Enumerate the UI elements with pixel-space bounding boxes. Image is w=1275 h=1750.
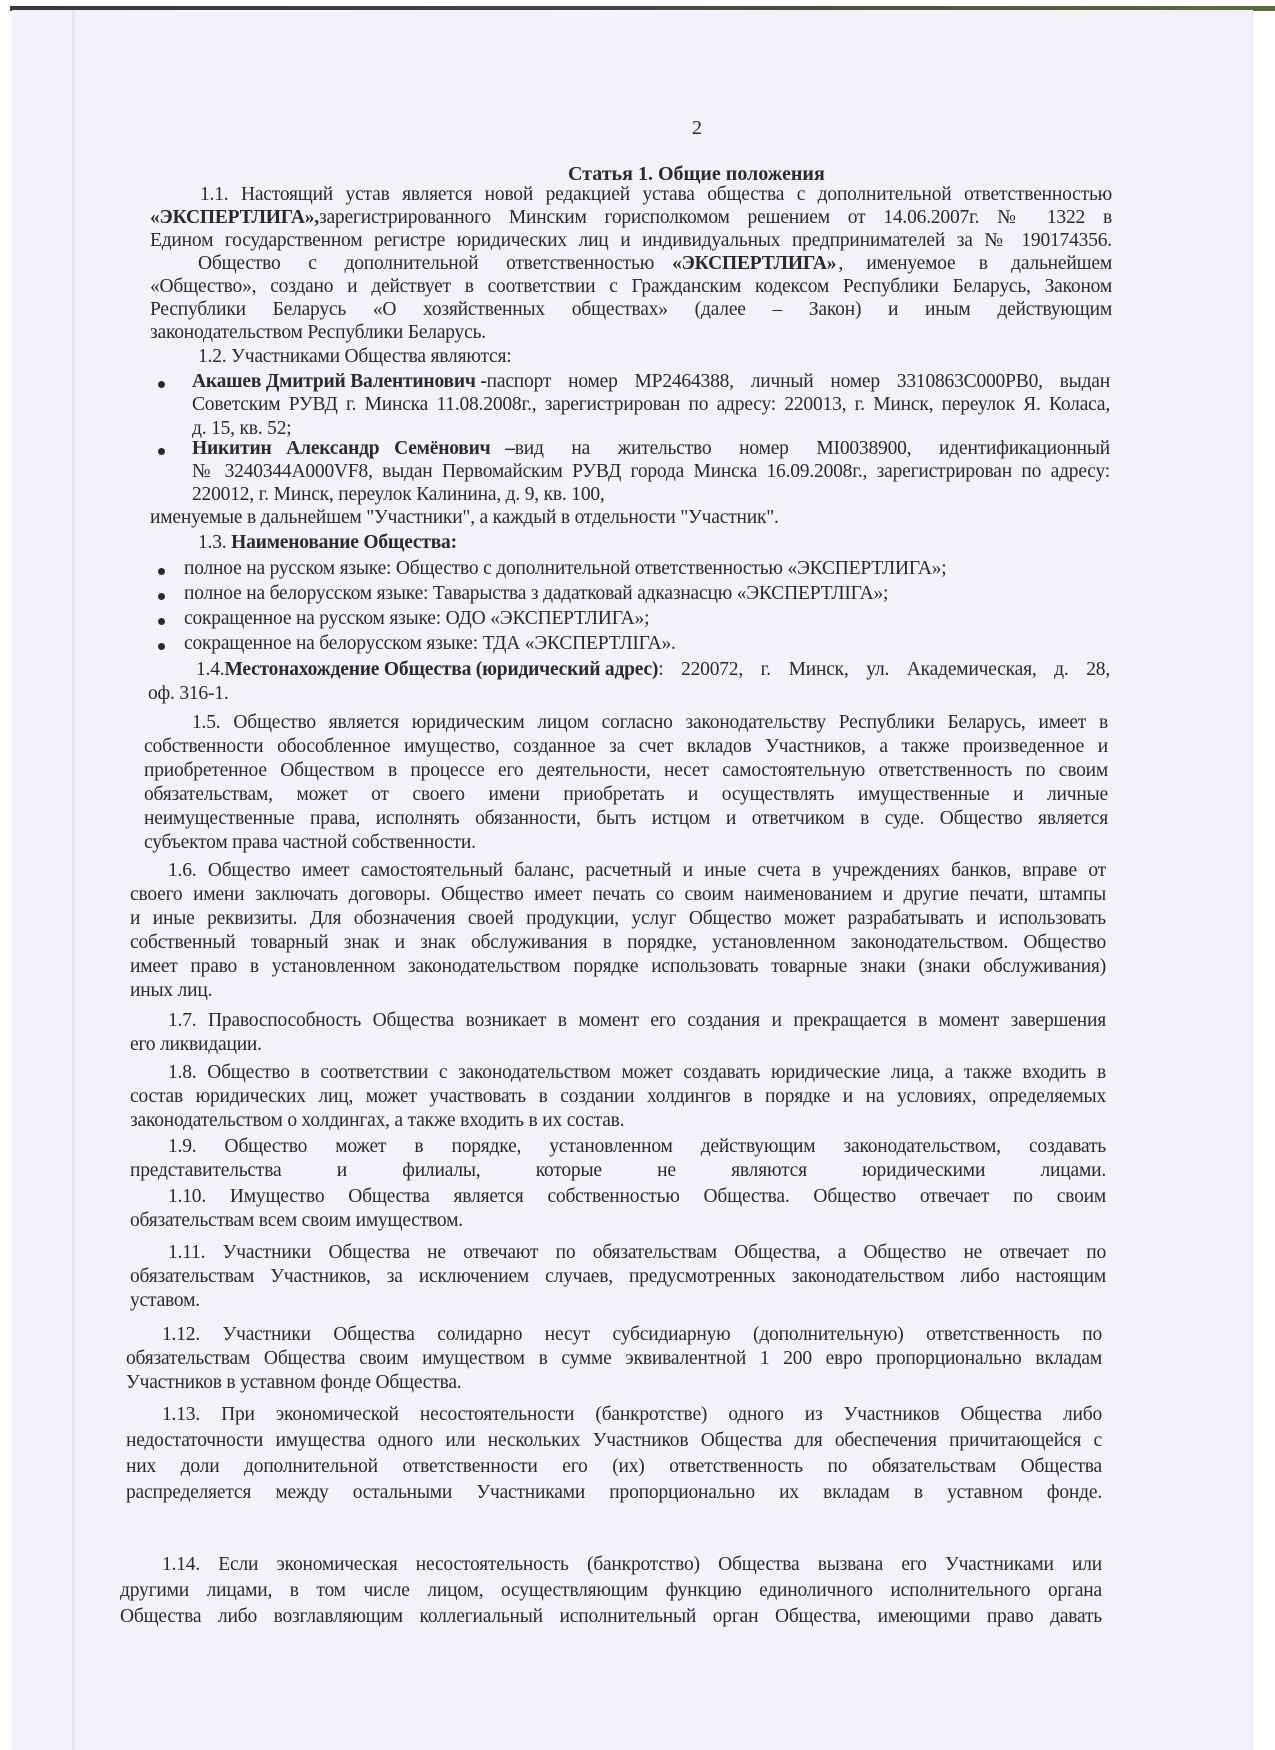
para-1-9-line: представительства и филиалы, которые не являются юридическими лицами. [130,1160,1106,1181]
para-1-4-line: оф. 316-1. [148,683,229,704]
para-1-13-line: распределяется между остальными Участниками пропорционально их вкладам в уставном фонде. [126,1482,1102,1503]
participant-line [192,438,1110,460]
para-1-1-line: Республики Беларусь «О хозяйственных обществах» (далее – Закон) и иным действующим [150,299,1112,320]
para-1-1-line: законодательством Республики Беларусь. [150,322,486,343]
para-1-12-line: 1.12. Участники Общества солидарно несут субсидиарную (дополнительную) ответственность по [162,1324,1102,1345]
participant-details: вид на жительство номер MI0038900, идентификационный [514,438,1110,459]
participant-details: паспорт номер MP2464388, личный номер 3310863C000PB0, выдан [486,371,1110,392]
bullet-icon [158,568,165,575]
bullet-icon [158,448,165,455]
para-1-6-line: и иные реквизиты. Для обозначения своей продукции, услуг Общество может разрабатывать и использовать [130,908,1106,929]
para-1-6-line: имеет право в установленном законодательством порядке использовать товарные знаки (знаки обслуживания) [130,956,1106,977]
bullet-icon [158,593,165,600]
para-1-6-line: собственный товарный знак и знак обслуживания в порядке, установленном законодательством. Общество [130,932,1106,953]
para-number: 1.3. [198,532,232,553]
para-1-6-line: своего имени заключать договоры. Общество имеет печать со своим наименованием и другие печати, штампы [130,884,1106,905]
participant-name: Никитин Александр Семёнович – [192,438,515,459]
para-title: Местонахождение Общества (юридический адрес) [224,659,659,680]
para-1-10-line: обязательствам всем своим имуществом. [130,1210,463,1231]
para-1-5-line: 1.5. Общество является юридическим лицом согласно законодательству Республики Беларусь, имеет в [192,712,1108,733]
para-title: Наименование Общества: [231,532,457,553]
name-list-item: полное на белорусском языке: Таварыства з дадатковай адказнасцю «ЭКСПЕРТЛIГА»; [184,583,889,604]
para-1-6-line: 1.6. Общество имеет самостоятельный баланс, расчетный и иные счета в учреждениях банков, вправе от [168,860,1106,881]
para-1-1-line [198,253,1112,275]
para-text: , именуемое в дальнейшем [838,253,1112,274]
para-1-1-line: «Общество», создано и действует в соответствии с Гражданским кодексом Республики Беларусь, Законом [150,276,1112,297]
para-1-5-line: приобретенное Обществом в процессе его деятельности, несет самостоятельную ответственность по своим [144,760,1108,781]
bullet-icon [158,618,165,625]
para-1-12-line: обязательствам Общества своим имуществом в сумме эквивалентной 1 200 евро пропорционально вкладам [126,1348,1102,1369]
name-list-item: полное на русском языке: Общество с дополнительной ответственностью «ЭКСПЕРТЛИГА»; [184,558,947,579]
para-1-1-line: Едином государственном регистре юридических лиц и индивидуальных предпринимателей за № 190174356. [150,230,1112,251]
name-list-item: сокращенное на русском языке: ОДО «ЭКСПЕРТЛИГА»; [184,608,650,629]
para-1-1-line [150,207,1112,229]
legal-address: : 220072, г. Минск, ул. Академическая, д. 28, [658,659,1110,680]
para-1-11-line: 1.11. Участники Общества не отвечают по обязательствам Общества, а Общество не отвечает по [168,1242,1106,1263]
para-1-7-line: 1.7. Правоспособность Общества возникает в момент его создания и прекращается в момент завершения [168,1010,1106,1031]
para-1-5-line: обязательствам, может от своего имени приобретать и осуществлять имущественные и личные [144,784,1108,805]
participant-line: 220012, г. Минск, переулок Калинина, д. 9, кв. 100, [192,484,605,505]
name-list-item: сокращенное на белорусском языке: ТДА «ЭКСПЕРТЛIГА». [184,633,676,654]
para-1-5-line: субъектом права частной собственности. [144,832,476,853]
para-1-8-line: состав юридических лиц, может участвовать в создании холдингов в порядке и на условиях, определяемых [130,1086,1106,1107]
participants-closing: именуемые в дальнейшем "Участники", а каждый в отдельности "Участник". [150,507,779,528]
bullet-icon [158,643,165,650]
para-1-10-line: 1.10. Имущество Общества является собственностью Общества. Общество отвечает по своим [168,1186,1106,1207]
para-1-5-line: неимущественные права, исполнять обязанности, быть истцом и ответчиком в суде. Общество является [144,808,1108,829]
para-1-14-line: 1.14. Если экономическая несостоятельность (банкротство) Общества вызвана его Участниками или [162,1554,1102,1575]
para-1-14-line: Общества либо возглавляющим коллегиальный исполнительный орган Общества, имеющими право давать [120,1606,1102,1627]
page-number: 2 [692,117,702,139]
para-1-7-line: его ликвидации. [130,1034,262,1055]
para-1-1-line: 1.1. Настоящий устав является новой редакцией устава общества с дополнительной ответственностью [200,184,1112,205]
para-1-2-title: 1.2. Участниками Общества являются: [198,346,512,367]
para-1-4-line [196,659,1110,681]
para-number: 1.4. [196,659,225,680]
para-1-13-line: 1.13. При экономической несостоятельности (банкротстве) одного из Участников Общества либо [162,1404,1102,1425]
participant-name: Акашев Дмитрий Валентинович - [192,371,487,392]
para-1-14-line: другими лицами, в том числе лицом, осуществляющим функцию единоличного исполнительного органа [120,1580,1102,1601]
para-1-3-title [198,532,457,554]
bullet-icon [158,381,165,388]
participant-line [192,371,1110,393]
para-1-13-line: них доли дополнительной ответственности его (их) ответственность по обязательствам Общества [126,1456,1102,1477]
para-1-9-line: 1.9. Общество может в порядке, установленном действующим законодательством, создавать [168,1136,1106,1157]
participant-line: № 3240344A000VF8, выдан Первомайским РУВД города Минска 16.09.2008г., зарегистрирован по адресу: [192,461,1110,482]
article-heading: Статья 1. Общие положения [568,163,825,185]
para-1-11-line: обязательствам Участников, за исключением случаев, предусмотренных законодательством либо настоящим [130,1266,1106,1287]
company-name: «ЭКСПЕРТЛИГА» [672,253,837,274]
para-text: зарегистрированного Минским горисполкомом решением от 14.06.2007г. № 1322 в [318,207,1112,228]
para-1-5-line: собственности обособленное имущество, созданное за счет вкладов Участников, а также произведенное и [144,736,1108,757]
para-1-12-line: Участников в уставном фонде Общества. [126,1372,462,1393]
participant-line: д. 15, кв. 52; [192,418,292,439]
page-fold-shadow [72,10,76,1750]
para-1-8-line: 1.8. Общество в соответствии с законодательством может создавать юридические лица, а также входить в [168,1062,1106,1083]
participant-line: Советским РУВД г. Минска 11.08.2008г., зарегистрирован по адресу: 220013, г. Минск, переулок Я. Коласа, [192,394,1110,415]
para-1-11-line: уставом. [130,1290,200,1311]
para-1-8-line: законодательством о холдингах, а также входить в их состав. [130,1110,625,1131]
para-1-13-line: недостаточности имущества одного или нескольких Участников Общества для обеспечения причитающейся с [126,1430,1102,1451]
company-name: «ЭКСПЕРТЛИГА», [150,207,319,228]
para-1-6-line: иных лиц. [130,980,213,1001]
para-text: Общество с дополнительной ответственностью [198,253,655,274]
